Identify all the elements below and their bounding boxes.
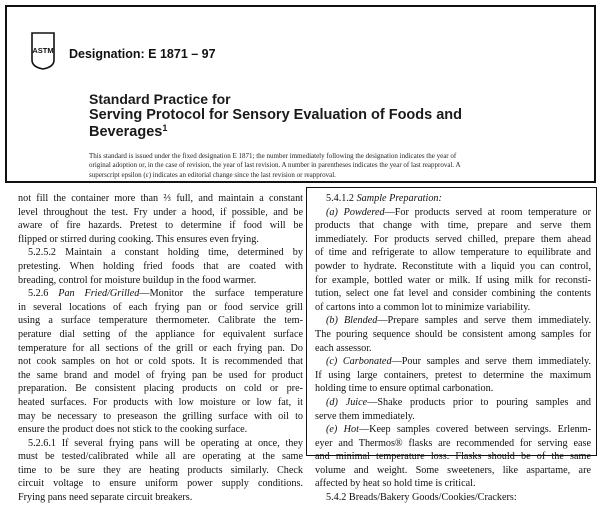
text-line: eyer and Thermos® flasks are recommended for serving ease [315,437,591,449]
text-line: using a surface temperature thermometer. Calibrate the tem- [18,315,303,327]
text-line: affected by heat so hold time is critical. [315,478,476,490]
text-line: must be tested/calibrated while all are operating at the same [18,451,303,463]
text-line: If using large containers, pretest to determine the maximum [315,369,591,381]
item-text: Prepare samples and serve them immediately. [387,315,592,327]
text-line: for example, bottled water or milk. If using milk for reconsti- [315,274,591,286]
item-text: Shake products prior to pouring samples and [377,396,592,408]
text-line: tution, select one fat level and consider combining the contents [315,288,591,300]
right-column-box [306,187,597,504]
item-label: (e) [326,424,338,436]
text-line: time to be sure they are heating products similarly. Check [18,464,303,476]
section-heading [315,192,591,206]
title-footnote-marker[interactable]: 1 [162,122,168,133]
section-number: 5.2.6 [28,288,49,300]
notice-line: This standard is issued under the fixed designation E 1871; the number immediately following the designation indicates the year of [89,152,457,160]
text-line: 5.2.5.2 Maintain a constant holding time, determined by [28,247,303,259]
section-heading-cut: 5.4.2 Breads/Bakery Goods/Cookies/Crackers: [326,492,517,504]
text-line: aware of fire hazards. Pretest to determine if food will be [18,220,303,232]
document-title [89,91,462,140]
title-line-2: Serving Protocol for Sensory Evaluation of Foods and [89,107,463,123]
item-powdered: (a) Powdered—For products served at room temperature or [326,206,592,218]
text-line: ensure the product does not stick to the cooking surface. [18,424,248,436]
text-line: temperature for all sections of the grill or each frying pan. Do [18,342,303,354]
text-line: breading, control for moisture buildup in the food warmer. [18,274,257,286]
section-5-2-6-line: 5.2.6 Pan Fried/Grilled—Monitor the surface temperature [28,288,303,300]
item-hot: (e) Hot—Keep samples covered between servings. Erlenm- [326,424,592,436]
text-line-tail: Monitor the surface temperature [149,288,303,300]
title-line-1: Standard Practice for [89,91,231,107]
item-title: Blended [343,315,378,327]
item-title: Powdered [343,206,385,218]
notice-line: superscript epsilon (ε) indicates an editorial change since the last revision or reapproval. [89,170,336,179]
left-column [18,192,303,504]
item-juice: (d) Juice—Shake products prior to pouring samples and [326,396,592,408]
text-line: circuit voltage to ensure uniform power supply conditions. [18,478,303,490]
header-box [5,5,596,183]
item-title: Juice [345,396,368,408]
right-column [315,192,592,504]
item-title: Carbonated [342,356,392,368]
section-number: 5.4.1.2 [326,193,355,204]
text-line: Frying pans need separate circuit breakers. [18,492,193,504]
text-line: each assessor. [315,342,372,354]
text-line: pretesting. When holding fried foods that are coated with [18,260,303,272]
item-label: (a) [326,206,338,218]
item-blended: (b) Blended—Prepare samples and serve them immediately. [326,315,592,327]
text-line: preparation. Be consistent placing products on cold or pre- [18,383,303,395]
section-title: Pan Fried/Grilled [58,288,140,300]
text-line: volume and weight. Some sweeteners, like aspartame, are [315,464,591,476]
text-line: serve them immediately. [315,410,415,422]
standard-notice [89,152,559,180]
text-line: immediately. For products served chilled, prepare them ahead [315,233,591,245]
text-line: and minimal temperature loss. Flasks should be of the same [315,451,591,463]
item-text: Pour samples and serve them immediately. [401,356,591,368]
section-title: Sample Preparation: [356,193,442,204]
title-line-3-text: Beverages [89,123,163,140]
text-line: not cook samples on hot or cold spots. It is recommended that [18,356,303,368]
text-line: The pouring sequence should be consistent among samples for [315,328,591,340]
text-line: level throughout the test. Fry under a hood, if possible, and be [18,206,303,218]
title-line-3 [89,124,462,141]
item-label: (d) [326,396,338,408]
designation: Designation: E 1871 – 97 [69,47,216,61]
text-line: of time and refrigerate to allow temperature to equilibrate and [315,247,591,259]
item-title: Hot [343,424,359,436]
item-text: For products served at room temperature or [394,206,592,218]
item-text: Keep samples covered between servings. Erlenm- [369,424,592,436]
text-line: of cartons into a common lot to minimize variability. [315,301,531,313]
astm-logo-text: ASTM [32,46,54,55]
notice-line: original adoption or, in the case of revision, the year of last revision. A number in parentheses indicates the year of last reapproval. A [89,161,461,170]
astm-logo-icon [28,30,58,70]
item-carbonated: (c) Carbonated—Pour samples and serve them immediately. [326,356,591,368]
text-line: not fill the container more than ⅔ full, and maintain a constant [18,193,303,204]
text-line: flipped or stirred during cooking. This ensures even frying. [18,233,259,245]
text-line: perature dial setting of the appliance for equivalent surface [18,328,303,340]
text-line: the same brand and model of frying pan be used for product [18,369,303,381]
text-line: in several locations of each frying pan or food service grill [18,301,303,313]
text-line: heated surfaces. For products with low moisture or low fat, it [18,396,303,408]
text-line: powder to hydrate. Reconstitute with a liquid you can control, [315,260,591,272]
item-label: (c) [326,356,338,368]
text-line: 5.2.6.1 If several frying pans will be operating at once, they [28,437,303,449]
text-line: may be necessary to preseason the grilling surface with oil to [18,410,303,422]
item-label: (b) [326,315,338,327]
text-line: products that change with time, prepare and serve them [315,220,591,232]
text-line: holding time to ensure optimal carbonation. [315,383,494,395]
